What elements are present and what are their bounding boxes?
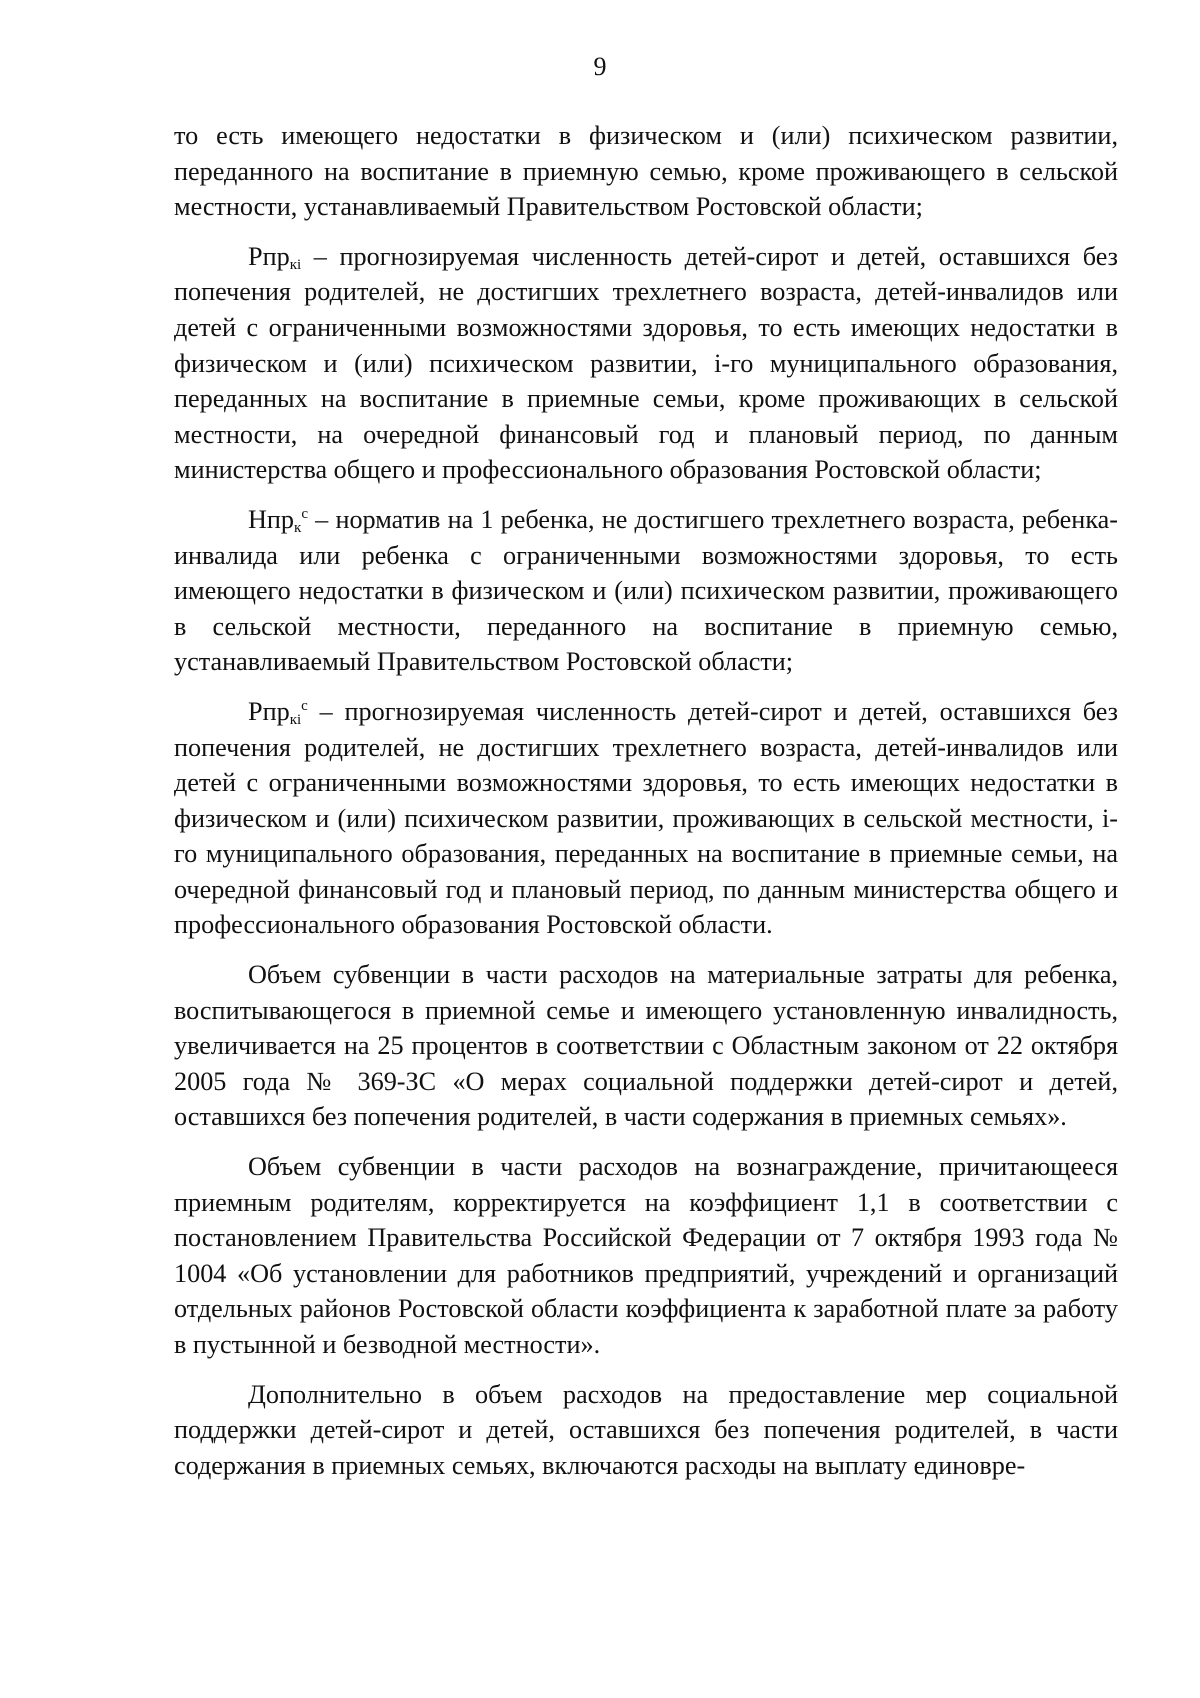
symbol-subscript: кi [289,711,302,728]
paragraph-continuation [174,118,1118,225]
paragraph-text: Объем субвенции в части расходов на материальные затраты для ребенка, воспитывающегося в приемной семье и имеющего установленную инвалидность, увеличивается на 25 процентов в соответствии с Областным законом от 22 октября 2005 года № 369-ЗС «О мерах социальной поддержки детей-сирот и детей, оставшихся без попечения родителей, в части содержания в приемных семьях». [174,960,1118,1132]
definition-text: – прогнозируемая численность детей-сирот и детей, оставшихся без попечения родителей, не достигших трехлетнего возраста, детей-инвалидов или детей с ограниченными возможностями здоровья, то есть имеющих недостатки в физическом и (или) психическом развитии, проживающих в сельской местности, i-го муниципального образования, переданных на воспитание в приемные семьи, на очередной финансовый год и плановый период, по данным министерства общего и профессионального образования Ростовской области. [174,696,1118,940]
formula-symbol [248,242,301,271]
definition-text: – прогнозируемая численность детей-сирот и детей, оставшихся без попечения родителей, не достигших трехлетнего возраста, детей-инвалидов или детей с ограниченными возможностями здоровья, то есть имеющих недостатки в физическом и (или) психическом развитии, i-го муниципального образования, переданных на воспитание в приемные семьи, кроме проживающих в сельской местности, на очередной финансовый год и плановый период, по данным министерства общего и профессионального образования Ростовской области; [174,241,1118,485]
symbol-base: Рпр [248,241,290,271]
paragraph-text: то есть имеющего недостатки в физическом и (или) психическом развитии, переданного на воспитание в приемную семью, кроме проживающего в сельской местности, устанавливаемый Правительством Ростовской области; [174,121,1118,222]
definition-npr-k-c [174,502,1118,680]
page-number: 9 [593,52,607,81]
symbol-superscript: с [301,505,308,522]
symbol-subscript: кi [289,256,302,273]
document-body [174,118,1118,1497]
formula-symbol [248,505,308,534]
paragraph-additional-expenses [174,1377,1118,1484]
symbol-base: Нпр [248,504,295,534]
symbol-base: Рпр [248,696,290,726]
paragraph-text: Дополнительно в объем расходов на предоставление мер социальной поддержки детей-сирот и детей, оставшихся без попечения родителей, в части содержания в приемных семьях, включаются расходы на выплату единовре- [174,1379,1118,1480]
definition-text: – норматив на 1 ребенка, не достигшего трехлетнего возраста, ребенка-инвалида или ребенка с ограниченными возможностями здоровья, то есть имеющего недостатки в физическом и (или) психическом развитии, проживающего в сельской местности, переданного на воспитание в приемную семью, устанавливаемый Правительством Ростовской области; [174,504,1118,677]
definition-rpr-ki [174,239,1118,488]
symbol-subscript: к [294,519,302,536]
formula-symbol [248,697,308,726]
paragraph-text: Объем субвенции в части расходов на вознаграждение, причитающееся приемным родителям, корректируется на коэффициент 1,1 в соответствии с постановлением Правительства Российской Федерации от 7 октября 1993 года № 1004 «Об установлении для работников предприятий, учреждений и организаций отдельных районов Ростовской области коэффициента к заработной плате за работу в пустынной и безводной местности». [174,1152,1118,1359]
symbol-superscript: с [301,697,308,714]
definition-rpr-ki-c [174,694,1118,943]
paragraph-remuneration [174,1149,1118,1363]
paragraph-material-costs [174,957,1118,1135]
